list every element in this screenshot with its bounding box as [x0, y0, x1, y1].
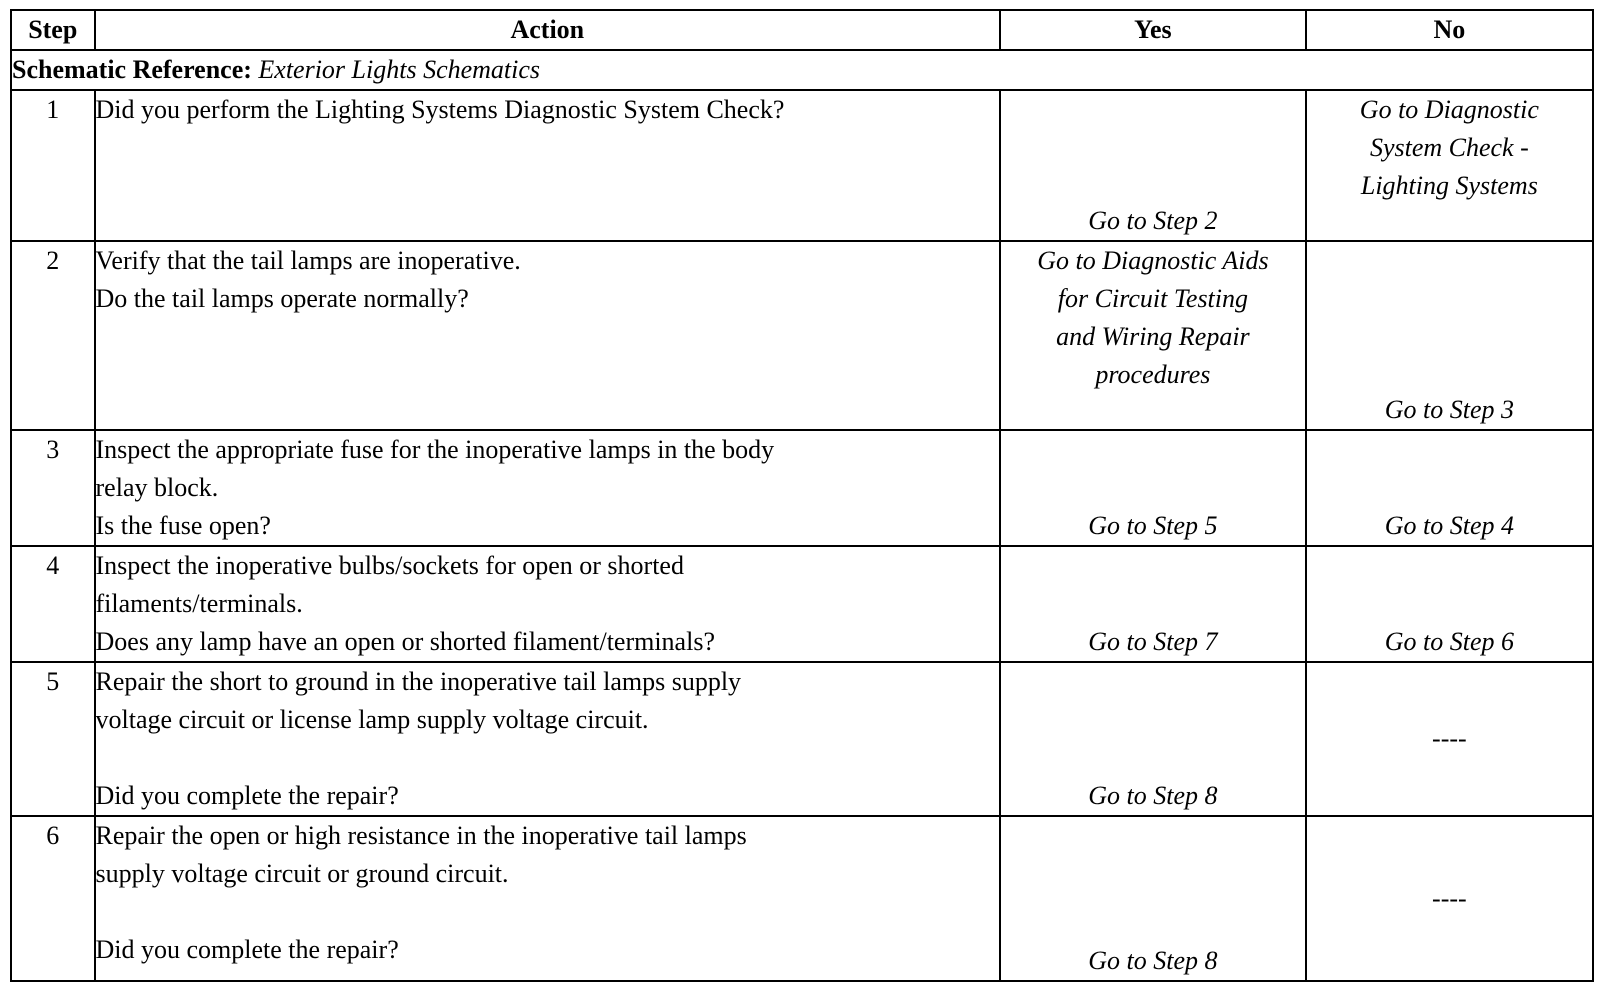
- yes-result: [1001, 242, 1305, 394]
- no-result-line: Go to Diagnostic: [1359, 95, 1539, 124]
- reference-value: Exterior Lights Schematics: [258, 55, 541, 84]
- yes-result-line: for Circuit Testing: [1057, 284, 1249, 313]
- step-number: 1: [11, 90, 95, 241]
- yes-cell: [1000, 241, 1306, 430]
- action-line: [96, 739, 1000, 777]
- yes-result-line: procedures: [1095, 360, 1211, 389]
- header-yes: Yes: [1000, 10, 1306, 50]
- action-line: Did you complete the repair?: [95, 935, 399, 964]
- action-cell: [95, 546, 1001, 662]
- step-number: 5: [11, 662, 95, 816]
- no-result: ----: [1432, 724, 1467, 753]
- action-line: Repair the short to ground in the inoperative tail lamps supply: [95, 667, 742, 696]
- header-row: [11, 10, 1593, 50]
- step-number: 3: [11, 430, 95, 546]
- table-row: [11, 430, 1593, 546]
- no-cell: [1306, 816, 1593, 981]
- header-no: No: [1306, 10, 1593, 50]
- action-line: supply voltage circuit or ground circuit.: [95, 859, 509, 888]
- action-line: Do the tail lamps operate normally?: [95, 284, 469, 313]
- yes-result-line: Go to Diagnostic Aids: [1037, 246, 1269, 275]
- table-row: [11, 816, 1593, 981]
- no-cell: [1306, 90, 1593, 241]
- no-result-line: System Check -: [1369, 133, 1529, 162]
- table-row: [11, 662, 1593, 816]
- action-line: Did you complete the repair?: [95, 781, 399, 810]
- schematic-reference-row: [11, 50, 1593, 90]
- no-cell: [1306, 430, 1593, 546]
- no-cell: [1306, 241, 1593, 430]
- action-cell: [95, 90, 1001, 241]
- yes-cell: [1000, 90, 1306, 241]
- no-cell: [1306, 546, 1593, 662]
- diagnostic-table: [10, 9, 1594, 982]
- yes-cell: [1000, 816, 1306, 981]
- step-number: 4: [11, 546, 95, 662]
- header-action: Action: [95, 10, 1001, 50]
- action-line: voltage circuit or license lamp supply voltage circuit.: [95, 705, 649, 734]
- header-step: Step: [11, 10, 95, 50]
- yes-result: Go to Step 5: [1088, 511, 1218, 540]
- action-line: Is the fuse open?: [95, 511, 271, 540]
- action-line: Inspect the appropriate fuse for the inoperative lamps in the body: [95, 435, 775, 464]
- yes-result-line: and Wiring Repair: [1056, 322, 1250, 351]
- no-result: Go to Step 4: [1384, 511, 1514, 540]
- no-result: ----: [1432, 883, 1467, 913]
- step-number: 2: [11, 241, 95, 430]
- reference-label: Schematic Reference:: [12, 55, 252, 84]
- action-line: [96, 893, 1000, 931]
- no-cell: [1306, 662, 1593, 816]
- action-line: filaments/terminals.: [95, 589, 303, 618]
- action-cell: [95, 430, 1001, 546]
- yes-cell: [1000, 662, 1306, 816]
- no-result: Go to Step 6: [1384, 627, 1514, 656]
- yes-result: Go to Step 7: [1088, 627, 1218, 656]
- table-row: [11, 90, 1593, 241]
- no-result-line: Lighting Systems: [1360, 171, 1538, 200]
- yes-result: Go to Step 2: [1088, 206, 1218, 235]
- action-line: Verify that the tail lamps are inoperative.: [95, 246, 521, 275]
- yes-cell: [1000, 430, 1306, 546]
- schematic-reference: [11, 50, 1593, 90]
- action-cell: [95, 662, 1001, 816]
- step-number: 6: [11, 816, 95, 981]
- table-row: [11, 241, 1593, 430]
- action-line: Did you perform the Lighting Systems Diagnostic System Check?: [95, 95, 785, 124]
- action-line: relay block.: [95, 473, 219, 502]
- action-cell: [95, 816, 1001, 981]
- yes-result: Go to Step 8: [1088, 781, 1218, 810]
- no-result: [1307, 91, 1592, 205]
- action-line: Does any lamp have an open or shorted filament/terminals?: [95, 627, 715, 656]
- yes-result: Go to Step 8: [1088, 946, 1218, 975]
- no-result: Go to Step 3: [1384, 395, 1514, 424]
- table-row: [11, 546, 1593, 662]
- action-cell: [95, 241, 1001, 430]
- action-line: Repair the open or high resistance in the inoperative tail lamps: [95, 821, 747, 850]
- yes-cell: [1000, 546, 1306, 662]
- action-line: Inspect the inoperative bulbs/sockets for open or shorted: [95, 551, 684, 580]
